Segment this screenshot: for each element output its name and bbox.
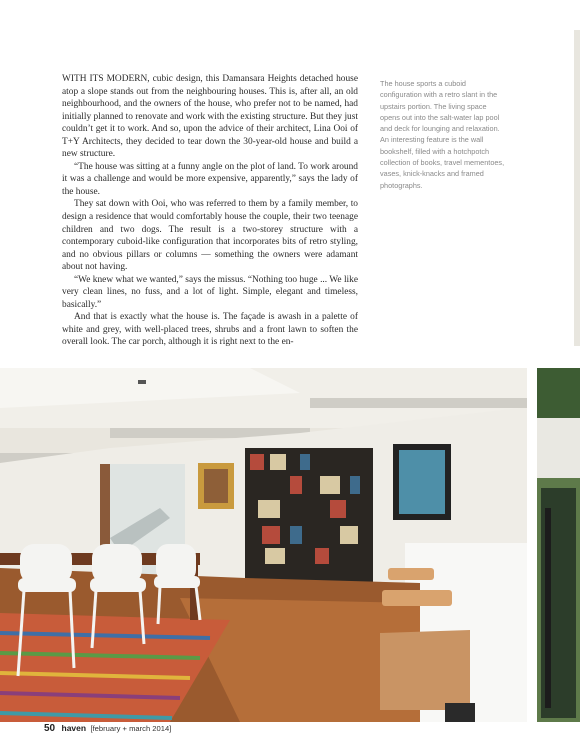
adjacent-page-edge	[574, 30, 580, 346]
issue-date: [february + march 2014]	[90, 724, 172, 733]
side-photo	[537, 368, 580, 722]
paragraph-2: “The house was sitting at a funny angle on the plot of land. To work around it was a challenge and would be more expensive, apparently,” says the lady of the house.	[62, 161, 358, 197]
paragraph-3: They sat down with Ooi, who was referred to them by a family member, to design a residence that would comfortably house the couple, their two teenage children and two dogs. The result is a two-storey structure with a contemporary cuboid-like configuration that incorporates bits of retro styling, and no obvious pillars or columns — something the owners were adamant about not having.	[62, 199, 358, 273]
magazine-name: haven	[61, 723, 87, 733]
page-number: 50	[44, 723, 56, 734]
lead-in: WITH ITS MODERN,	[62, 74, 150, 84]
paragraph-1: WITH ITS MODERN, cubic design, this Damansara Heights detached house atop a slope stands out from the neighbouring houses. This is, after all, an old neighbourhood, and the owners of the house, who prefer not to be named, had initially planned to renovate and work with the existing structure. But they just couldn’t get it to work. And so, upon the advice of their architect, Lina Ooi of T+Y Architects, they decided to tear down the 30-year-old house and build a new structure.	[62, 74, 358, 160]
article-body	[62, 73, 358, 349]
photo-caption: The house sports a cuboid configuration with a retro slant in the upstairs portion. The living space opens out into the salt-water lap pool and deck for lounging and relaxation. An interesting feature is the wall bookshelf, filled with a hotchpotch collection of books, travel mementoes, vases, knick-knacks and framed photographs.	[380, 79, 505, 190]
page-footer	[44, 723, 171, 737]
interior-photo	[0, 368, 527, 722]
paragraph-4: “We knew what we wanted,” says the missus. “Nothing too huge ... We like very clean lines, no fuss, and a lot of light. Simple, elegant and timeless, basically.”	[62, 274, 358, 310]
paragraph-5: And that is exactly what the house is. The façade is awash in a palette of white and grey, with well-placed trees, shrubs and a front lawn to soften the overall look. The car porch, although it is right next to the en-	[62, 312, 358, 348]
